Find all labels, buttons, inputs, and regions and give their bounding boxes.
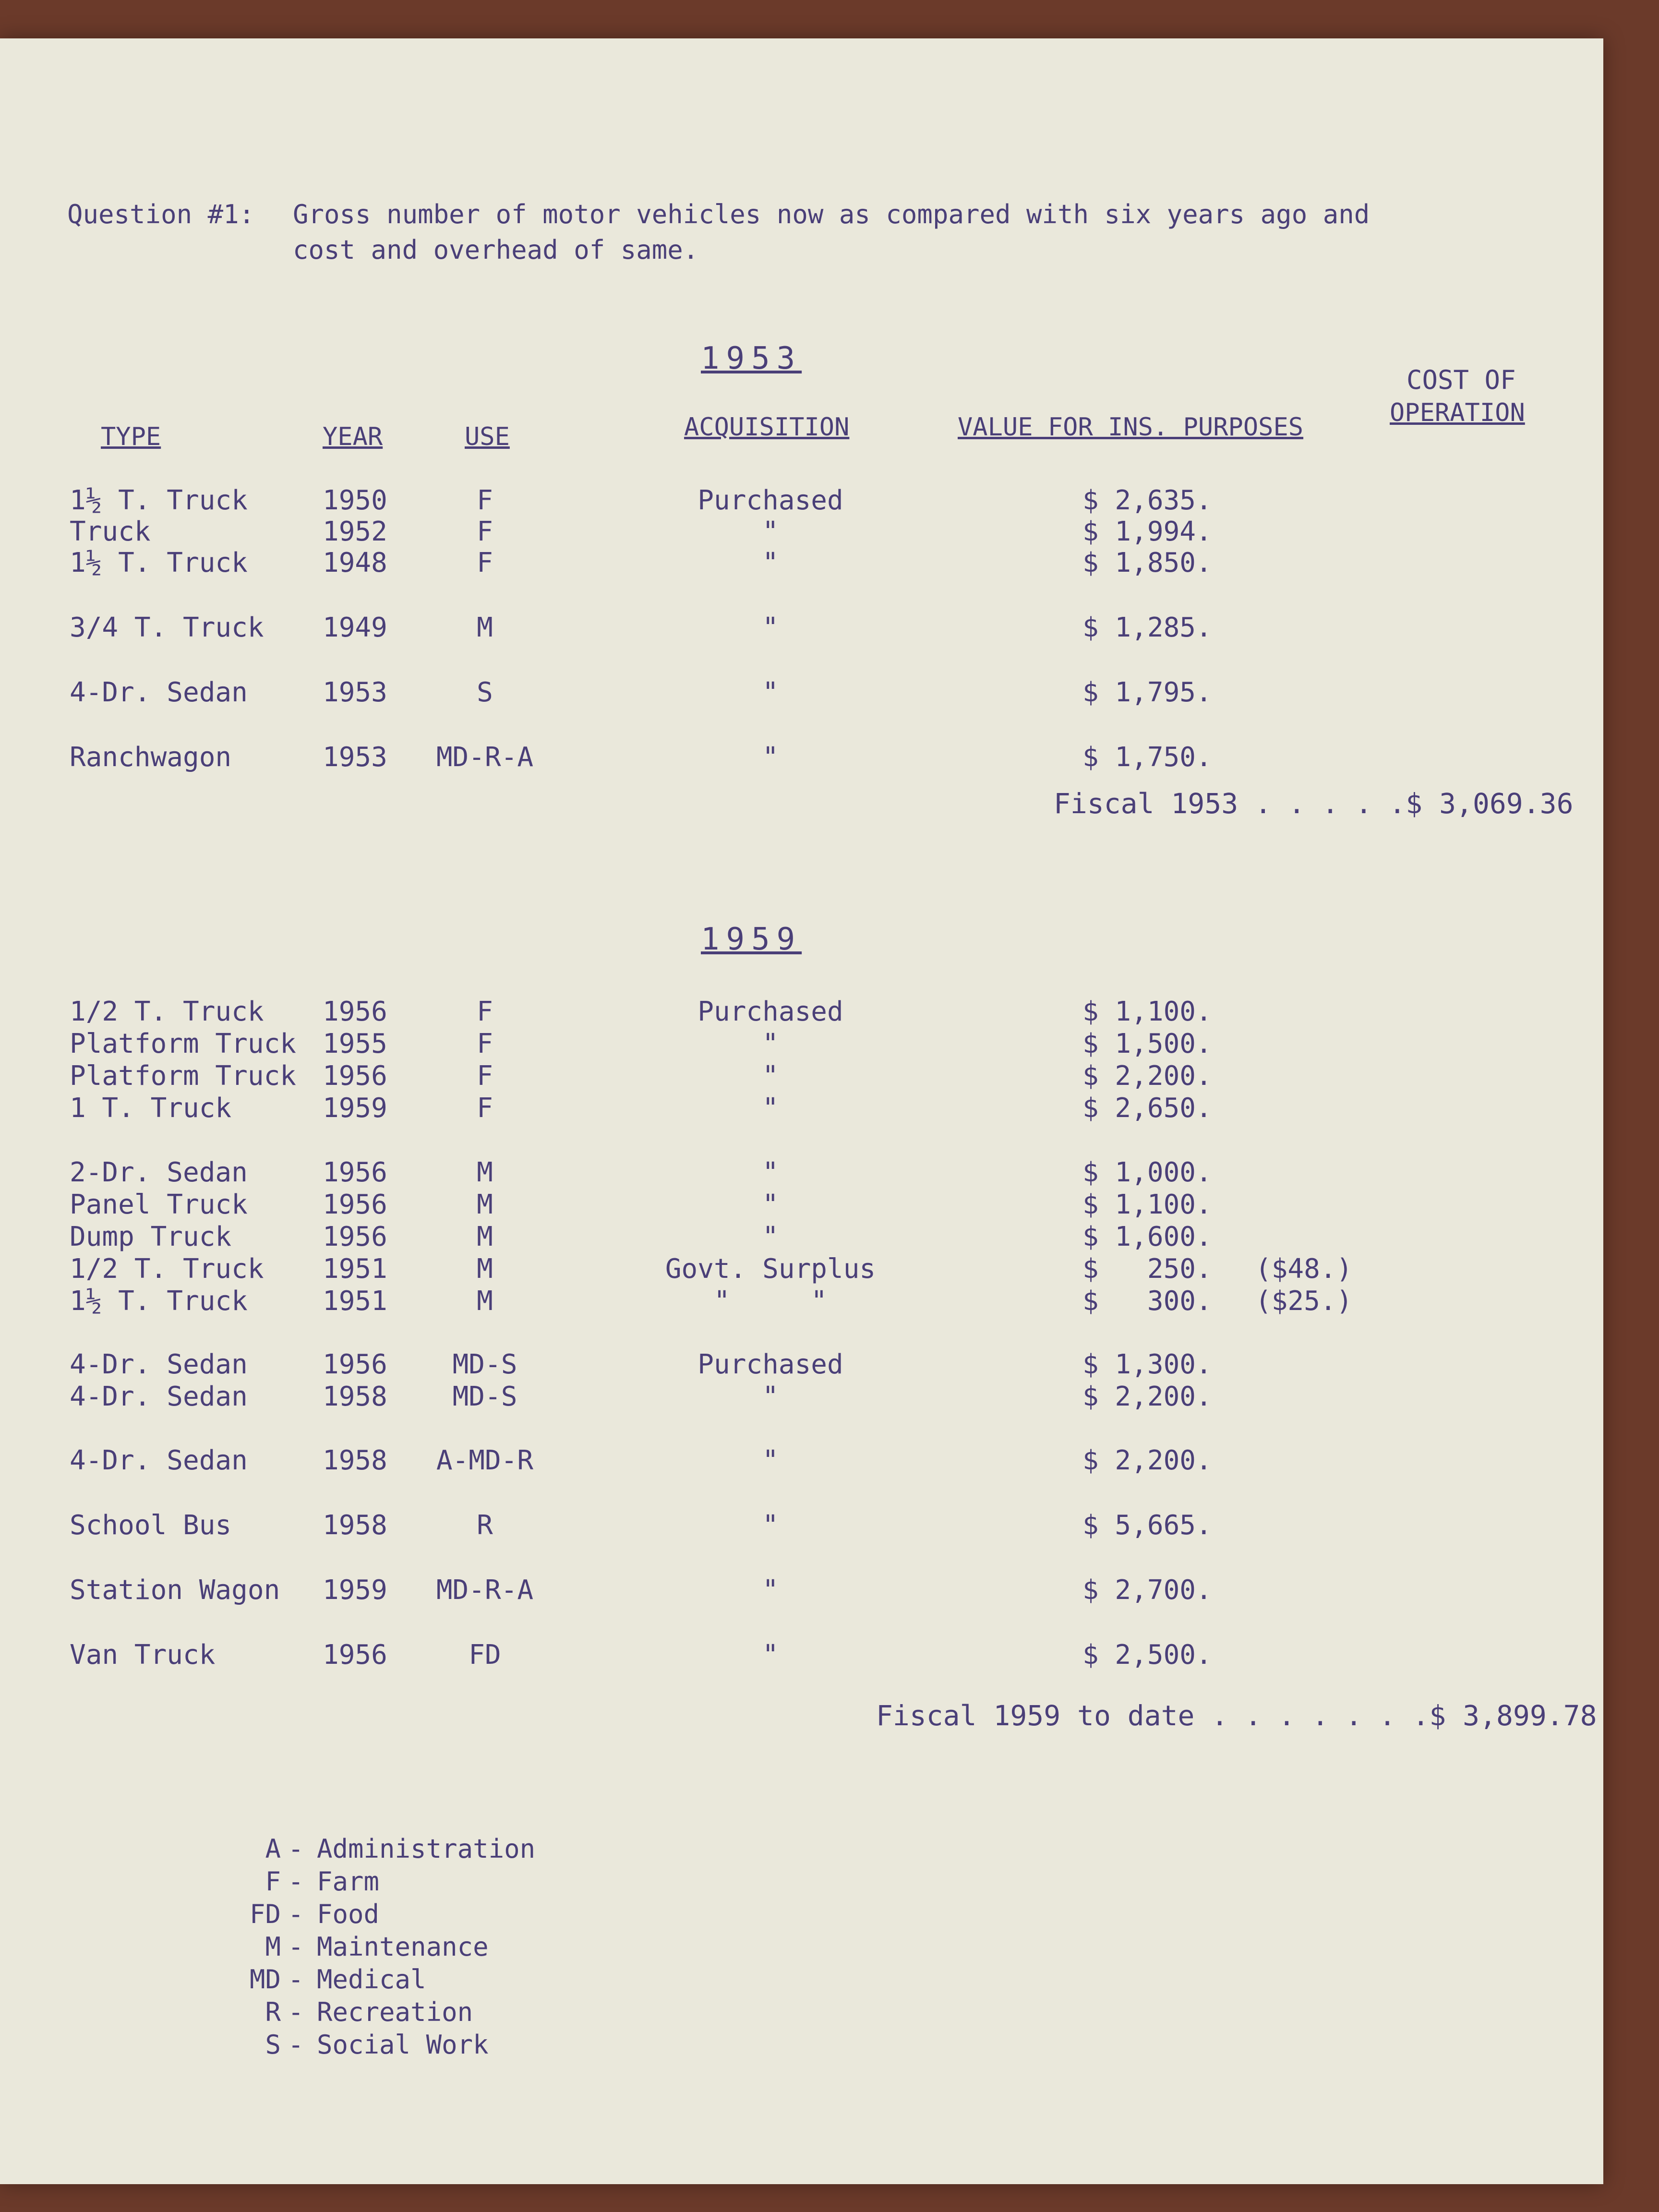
legend-code: M: [265, 1932, 281, 1962]
cell-cost: ($48.): [1255, 1253, 1353, 1285]
cell-type: Dump Truck: [70, 1221, 232, 1252]
cell-type: Panel Truck: [70, 1189, 248, 1220]
cell-value: $ 5,665.: [1082, 1510, 1212, 1541]
cell-year: 1956: [323, 996, 387, 1027]
cell-year: 1956: [323, 1157, 387, 1188]
cell-acquisition: ": [762, 1510, 779, 1541]
cell-value: $ 1,100.: [1082, 996, 1212, 1027]
cell-use: MD-R-A: [436, 1575, 534, 1606]
cell-value: $ 1,795.: [1082, 677, 1212, 708]
cell-value: $ 250.: [1082, 1253, 1212, 1285]
legend-meaning: Farm: [317, 1866, 380, 1897]
col-header-cost-line1: COST OF: [1407, 365, 1516, 395]
cell-year: 1956: [323, 1639, 387, 1671]
cell-use: R: [477, 1510, 493, 1541]
cell-value: $ 1,300.: [1082, 1349, 1212, 1380]
question-text-line2: cost and overhead of same.: [293, 235, 699, 265]
cell-use: MD-R-A: [436, 742, 534, 773]
col-header-value: VALUE FOR INS. PURPOSES: [958, 413, 1304, 442]
cell-type: 3/4 T. Truck: [70, 612, 264, 643]
cell-value: $ 1,000.: [1082, 1157, 1212, 1188]
cell-acquisition: ": [762, 547, 779, 578]
cell-year: 1952: [323, 516, 387, 547]
cell-acquisition: ": [762, 1381, 779, 1412]
cell-year: 1950: [323, 485, 387, 516]
cell-year: 1959: [323, 1575, 387, 1606]
cell-acquisition: ": [762, 516, 779, 547]
cell-value: $ 2,500.: [1082, 1639, 1212, 1671]
cell-acquisition: ": [762, 677, 779, 708]
section-heading-1959: 1959: [701, 922, 802, 957]
cell-value: $ 1,600.: [1082, 1221, 1212, 1252]
cell-type: 4-Dr. Sedan: [70, 677, 248, 708]
cell-type: 1½ T. Truck: [70, 1286, 248, 1317]
cell-value: $ 2,650.: [1082, 1093, 1212, 1124]
cell-type: Van Truck: [70, 1639, 216, 1671]
cell-type: School Bus: [70, 1510, 232, 1541]
cell-type: 1½ T. Truck: [70, 547, 248, 578]
cell-cost: ($25.): [1255, 1286, 1353, 1317]
cell-use: MD-S: [452, 1349, 517, 1380]
cell-acquisition: ": [762, 1028, 779, 1059]
cell-use: A-MD-R: [436, 1445, 534, 1476]
legend-dash: -: [288, 1866, 304, 1897]
legend-dash: -: [288, 1932, 304, 1962]
col-header-acquisition: ACQUISITION: [684, 413, 850, 442]
col-header-year: YEAR: [323, 422, 383, 451]
cell-value: $ 1,750.: [1082, 742, 1212, 773]
cell-use: M: [477, 1221, 493, 1252]
legend-dash: -: [288, 1964, 304, 1995]
cell-year: 1948: [323, 547, 387, 578]
legend-meaning: Social Work: [317, 2030, 489, 2060]
cell-year: 1956: [323, 1349, 387, 1380]
cell-use: FD: [469, 1639, 501, 1671]
cell-value: $ 1,285.: [1082, 612, 1212, 643]
question-label: Question #1:: [67, 199, 255, 229]
cell-year: 1956: [323, 1221, 387, 1252]
cell-type: 4-Dr. Sedan: [70, 1381, 248, 1412]
cell-year: 1956: [323, 1060, 387, 1092]
cell-value: $ 1,994.: [1082, 516, 1212, 547]
cell-year: 1949: [323, 612, 387, 643]
cell-type: Truck: [70, 516, 151, 547]
cell-value: $ 2,200.: [1082, 1381, 1212, 1412]
cell-value: $ 2,200.: [1082, 1060, 1212, 1092]
cell-acquisition: ": [762, 1221, 779, 1252]
question-text-line1: Gross number of motor vehicles now as compared with six years ago and: [293, 199, 1370, 229]
cell-use: M: [477, 1286, 493, 1317]
legend-code: R: [265, 1997, 281, 2027]
legend-meaning: Medical: [317, 1964, 426, 1995]
cell-acquisition: ": [762, 612, 779, 643]
cell-acquisition: ": [762, 1060, 779, 1092]
cell-acquisition: Purchased: [697, 996, 843, 1027]
legend-dash: -: [288, 2030, 304, 2060]
legend-dash: -: [288, 1834, 304, 1864]
col-header-cost-line2: OPERATION: [1390, 398, 1525, 427]
legend-code: MD: [249, 1964, 281, 1995]
legend-meaning: Maintenance: [317, 1932, 489, 1962]
cell-year: 1951: [323, 1253, 387, 1285]
cell-type: Platform Truck: [70, 1028, 297, 1059]
legend-dash: -: [288, 1997, 304, 2027]
col-header-use: USE: [465, 422, 510, 451]
legend-code: F: [265, 1866, 281, 1897]
cell-acquisition: Purchased: [697, 1349, 843, 1380]
cell-type: 1/2 T. Truck: [70, 996, 264, 1027]
cell-use: M: [477, 1157, 493, 1188]
typed-document-page: [0, 38, 1603, 2184]
cell-acquisition: " ": [713, 1286, 827, 1317]
cell-acquisition: ": [762, 742, 779, 773]
cell-year: 1958: [323, 1510, 387, 1541]
cell-use: F: [477, 547, 493, 578]
cell-type: Platform Truck: [70, 1060, 297, 1092]
total-1959: Fiscal 1959 to date . . . . . . .$ 3,899.78: [876, 1699, 1597, 1732]
cell-year: 1953: [323, 677, 387, 708]
cell-acquisition: Purchased: [697, 485, 843, 516]
cell-type: 4-Dr. Sedan: [70, 1349, 248, 1380]
cell-value: $ 2,200.: [1082, 1445, 1212, 1476]
cell-use: M: [477, 612, 493, 643]
cell-year: 1958: [323, 1445, 387, 1476]
cell-use: F: [477, 516, 493, 547]
cell-type: 1 T. Truck: [70, 1093, 232, 1124]
cell-value: $ 1,850.: [1082, 547, 1212, 578]
legend-code: A: [265, 1834, 281, 1864]
cell-use: MD-S: [452, 1381, 517, 1412]
cell-acquisition: ": [762, 1639, 779, 1671]
cell-use: M: [477, 1189, 493, 1220]
legend-code: S: [265, 2030, 281, 2060]
legend-meaning: Administration: [317, 1834, 536, 1864]
cell-type: 1/2 T. Truck: [70, 1253, 264, 1285]
cell-value: $ 2,635.: [1082, 485, 1212, 516]
cell-use: F: [477, 1060, 493, 1092]
legend-dash: -: [288, 1899, 304, 1929]
cell-acquisition: ": [762, 1157, 779, 1188]
cell-year: 1951: [323, 1286, 387, 1317]
cell-use: F: [477, 996, 493, 1027]
cell-use: S: [477, 677, 493, 708]
legend-code: FD: [249, 1899, 281, 1929]
cell-year: 1956: [323, 1189, 387, 1220]
cell-year: 1953: [323, 742, 387, 773]
cell-year: 1958: [323, 1381, 387, 1412]
col-header-type: TYPE: [101, 422, 161, 451]
cell-type: 1½ T. Truck: [70, 485, 248, 516]
legend-meaning: Food: [317, 1899, 380, 1929]
cell-type: Ranchwagon: [70, 742, 232, 773]
cell-use: M: [477, 1253, 493, 1285]
cell-use: F: [477, 485, 493, 516]
cell-year: 1959: [323, 1093, 387, 1124]
cell-type: Station Wagon: [70, 1575, 280, 1606]
cell-type: 4-Dr. Sedan: [70, 1445, 248, 1476]
cell-value: $ 300.: [1082, 1286, 1212, 1317]
cell-acquisition: ": [762, 1575, 779, 1606]
cell-acquisition: ": [762, 1189, 779, 1220]
cell-value: $ 1,100.: [1082, 1189, 1212, 1220]
legend-meaning: Recreation: [317, 1997, 473, 2027]
cell-acquisition: ": [762, 1445, 779, 1476]
section-heading-1953: 1953: [701, 341, 802, 376]
cell-use: F: [477, 1028, 493, 1059]
cell-use: F: [477, 1093, 493, 1124]
cell-acquisition: ": [762, 1093, 779, 1124]
cell-type: 2-Dr. Sedan: [70, 1157, 248, 1188]
cell-acquisition: Govt. Surplus: [665, 1253, 876, 1285]
cell-year: 1955: [323, 1028, 387, 1059]
total-1953: Fiscal 1953 . . . . .$ 3,069.36: [1054, 787, 1574, 820]
cell-value: $ 2,700.: [1082, 1575, 1212, 1606]
cell-value: $ 1,500.: [1082, 1028, 1212, 1059]
